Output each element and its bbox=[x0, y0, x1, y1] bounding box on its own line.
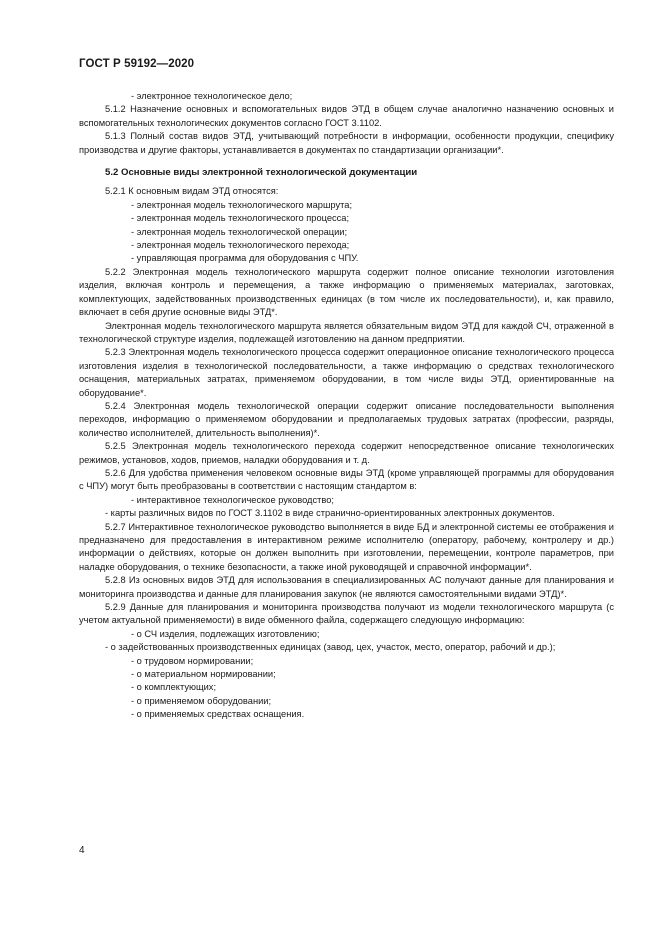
paragraph: 5.2.9 Данные для планирования и мониторинга производства получают из модели технологического маршрута (с учетом актуальной применяемости) в виде обменного файла, содержащего следующую информацию: bbox=[79, 602, 614, 626]
page-number: 4 bbox=[79, 845, 85, 856]
list-item: - о комплектующих; bbox=[131, 682, 217, 693]
paragraph: 5.2.4 Электронная модель технологической операции содержит описание последовательности выполнения переходов, информацию о применяемом оборудовании и предполагаемых трудовых затратах (профессии, разряды, количество исполнителей, длительность выполнения)*. bbox=[79, 400, 614, 438]
list-item: - о применяемых средствах оснащения. bbox=[131, 709, 305, 720]
list-item: - электронная модель технологического процесса; bbox=[131, 213, 350, 224]
paragraph: 5.2.5 Электронная модель технологического перехода содержит непосредственное описание технологических режимов, установов, ходов, приемов, наладки оборудования и т. д. bbox=[79, 441, 614, 465]
list-item: - карты различных видов по ГОСТ 3.1102 в виде странично-ориентированных электронных документов. bbox=[105, 508, 555, 519]
paragraph: 5.2.6 Для удобства применения человеком основные виды ЭТД (кроме управляющей программы для оборудования с ЧПУ) могут быть преобразованы в соответствии с настоящим стандартом в: bbox=[79, 467, 614, 492]
list-item: - электронная модель технологического перехода; bbox=[131, 240, 350, 251]
paragraph: 5.2.2 Электронная модель технологического маршрута содержит полное описание технологии изготовления изделия, включая контроль и перемещения, а также информацию о применяемых материалах, заготовках, комплектующих, задействованных производственных единицах (в том числе их последовательности), и, как правило, включает в себя другие основные виды ЭТД*. bbox=[79, 266, 614, 318]
list-item: - о СЧ изделия, подлежащих изготовлению; bbox=[131, 628, 320, 639]
paragraph: 5.2.7 Интерактивное технологическое руководство выполняется в виде БД и электронной системы ее отображения и предназначено для предоставления в интерактивном режиме исполнителю (оператору, рабочему, контролеру и др.) информации о действиях, которые он должен выполнить при изготовлении, перемещении, контроле параметров, при наладке оборудования, о технике безопасности, а также иной руководящей и справочной информации*. bbox=[79, 521, 614, 572]
paragraph: 5.2.8 Из основных видов ЭТД для использования в специализированных АС получают данные для планирования и мониторинга производства и данные для планирования закупок (не являются самостоятельными видами ЭТД)*. bbox=[79, 575, 614, 599]
paragraph: 5.2.3 Электронная модель технологического процесса содержит операционное описание технологического процесса изготовления изделия в технологической последовательности, а также информацию о средствах технологического оснащения, материальных затратах, применяемом оборудовании, в том числе виды ЭТД, ориентированные на оборудование*. bbox=[79, 347, 614, 398]
document-header: ГОСТ Р 59192—2020 bbox=[79, 58, 195, 70]
document-body bbox=[79, 90, 614, 722]
paragraph: Электронная модель технологического маршрута является обязательным видом ЭТД для каждой СЧ, отраженной в технологической структуре изделия, подлежащей изготовлению на данном предприятии. bbox=[79, 320, 614, 344]
list-item: - о трудовом нормировании; bbox=[131, 655, 254, 666]
list-item: - управляющая программа для оборудования с ЧПУ. bbox=[131, 253, 359, 264]
list-item: - о применяемом оборудовании; bbox=[131, 695, 272, 706]
paragraph: 5.2.1 К основным видам ЭТД относятся: bbox=[105, 186, 279, 197]
paragraph: 5.1.3 Полный состав видов ЭТД, учитывающий потребности в информации, особенности продукции, специфику производства и другие факторы, устанавливается в документах по стандартизации организации*. bbox=[79, 131, 614, 155]
list-item: - электронная модель технологического маршрута; bbox=[131, 199, 353, 210]
list-item: - электронная модель технологической операции; bbox=[131, 226, 348, 237]
section-heading: 5.2 Основные виды электронной технологической документации bbox=[105, 167, 418, 179]
list-item: - электронное технологическое дело; bbox=[131, 91, 293, 101]
list-item: - о материальном нормировании; bbox=[131, 669, 276, 680]
list-item: - интерактивное технологическое руководство; bbox=[131, 494, 334, 505]
paragraph: 5.1.2 Назначение основных и вспомогательных видов ЭТД в общем случае аналогично назначению основных и вспомогательных технологических документов согласно ГОСТ 3.1102. bbox=[79, 104, 614, 128]
list-item: - о задействованных производственных единицах (завод, цех, участок, место, оператор, рабочий и др.); bbox=[105, 642, 556, 653]
